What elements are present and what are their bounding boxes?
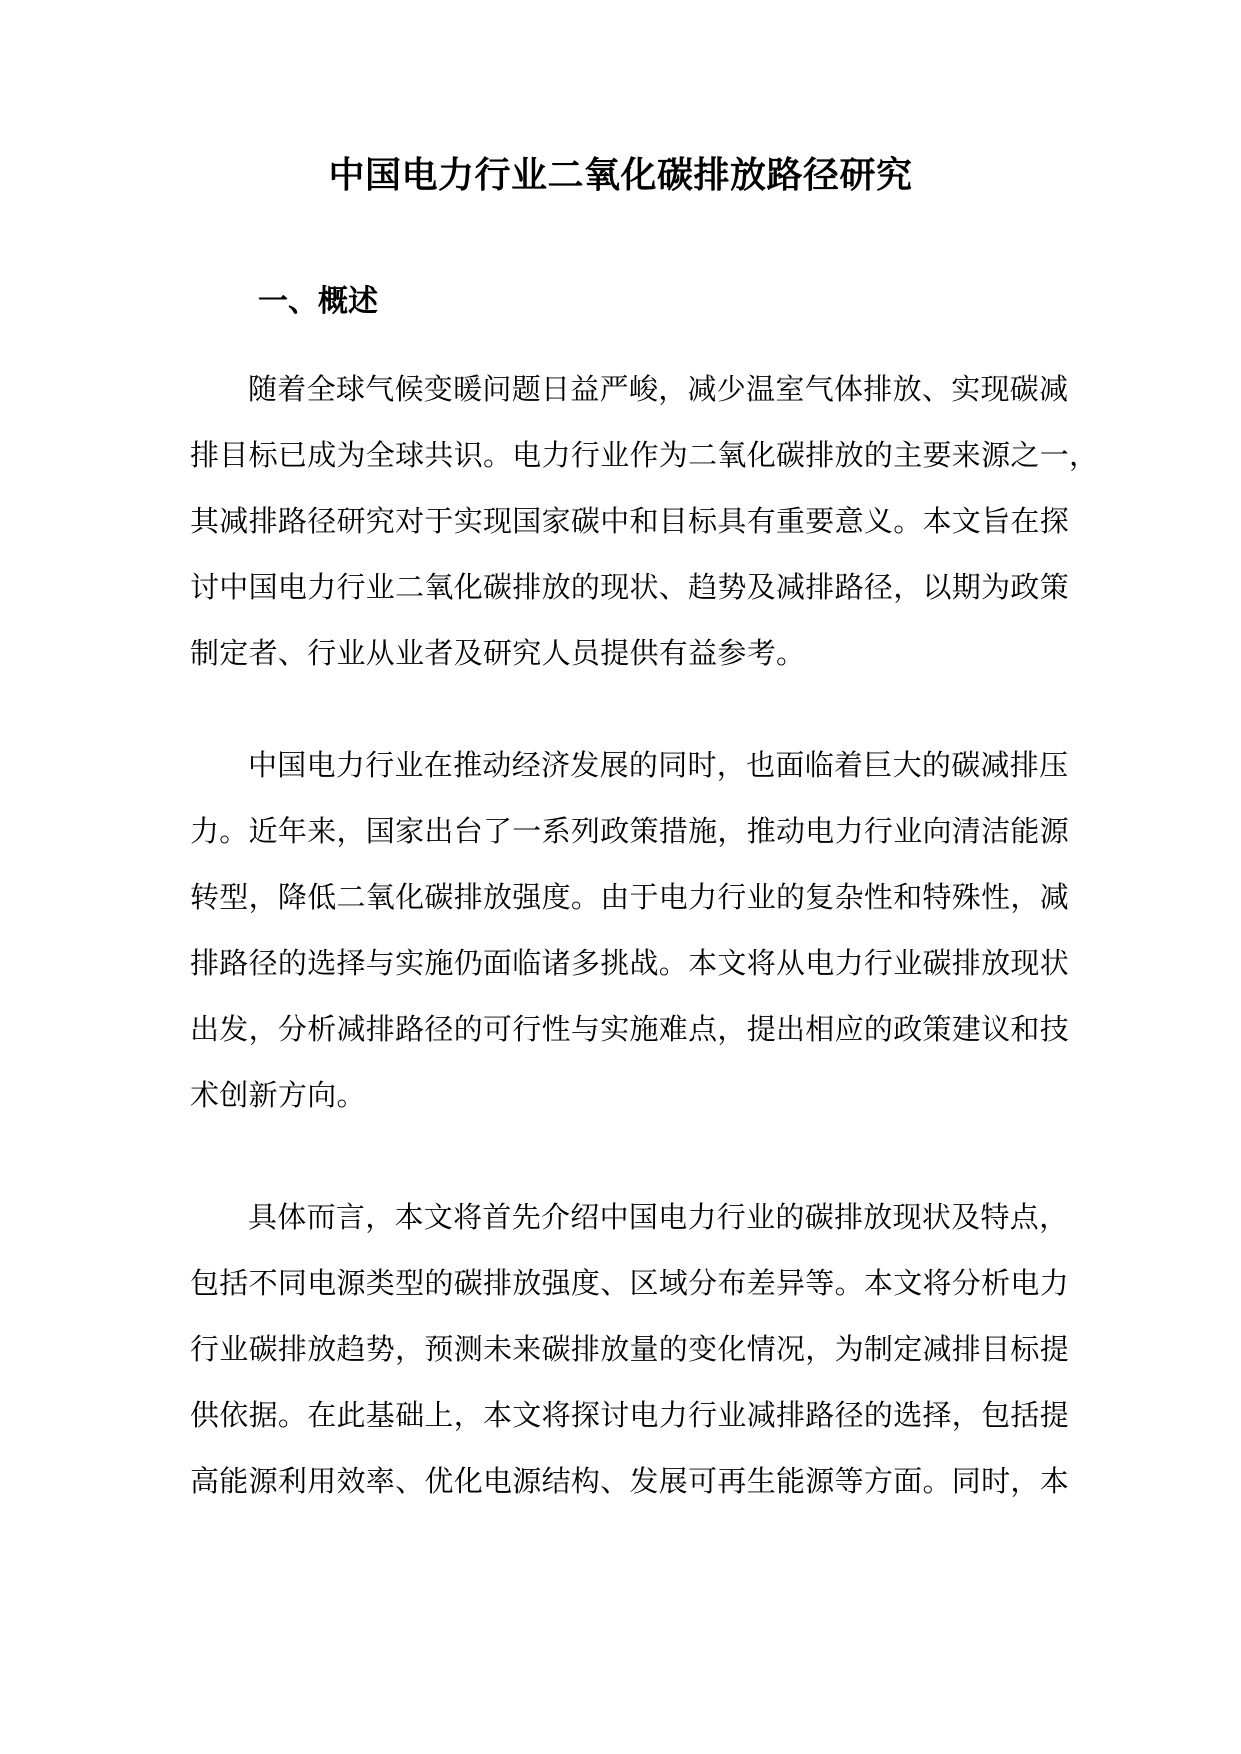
paragraph-line: 转型，降低二氧化碳排放强度。由于电力行业的复杂性和特殊性，减	[190, 880, 1070, 914]
paragraph-3	[190, 1184, 1070, 1514]
section-heading: 一、概述	[258, 284, 378, 319]
document-title: 中国电力行业二氧化碳排放路径研究	[328, 155, 913, 196]
paragraph-line: 供依据。在此基础上，本文将探讨电力行业减排路径的选择，包括提	[190, 1398, 1070, 1432]
paragraph-line: 行业碳排放趋势，预测未来碳排放量的变化情况，为制定减排目标提	[190, 1332, 1070, 1366]
paragraph-line: 其减排路径研究对于实现国家碳中和目标具有重要意义。本文旨在探	[190, 504, 1070, 538]
paragraph-line: 随着全球气候变暖问题日益严峻，减少温室气体排放、实现碳减	[248, 372, 1069, 406]
paragraph-line: 术创新方向。	[190, 1078, 366, 1112]
paragraph-2	[190, 732, 1070, 1128]
paragraph-line: 制定者、行业从业者及研究人员提供有益参考。	[190, 636, 806, 670]
paragraph-line: 讨中国电力行业二氧化碳排放的现状、趋势及减排路径，以期为政策	[190, 570, 1070, 604]
paragraph-line: 排路径的选择与实施仍面临诸多挑战。本文将从电力行业碳排放现状	[190, 946, 1070, 980]
paragraph-line: 中国电力行业在推动经济发展的同时，也面临着巨大的碳减排压	[248, 748, 1069, 782]
paragraph-line: 力。近年来，国家出台了一系列政策措施，推动电力行业向清洁能源	[190, 814, 1070, 848]
paragraph-line: 排目标已成为全球共识。电力行业作为二氧化碳排放的主要来源之一，	[190, 438, 1099, 472]
paragraph-line: 包括不同电源类型的碳排放强度、区域分布差异等。本文将分析电力	[190, 1266, 1070, 1300]
paragraph-1	[190, 356, 1099, 686]
paragraph-line: 具体而言，本文将首先介绍中国电力行业的碳排放现状及特点，	[248, 1200, 1069, 1234]
paragraph-line: 高能源利用效率、优化电源结构、发展可再生能源等方面。同时，本	[190, 1464, 1070, 1498]
paragraph-line: 出发，分析减排路径的可行性与实施难点，提出相应的政策建议和技	[190, 1012, 1070, 1046]
